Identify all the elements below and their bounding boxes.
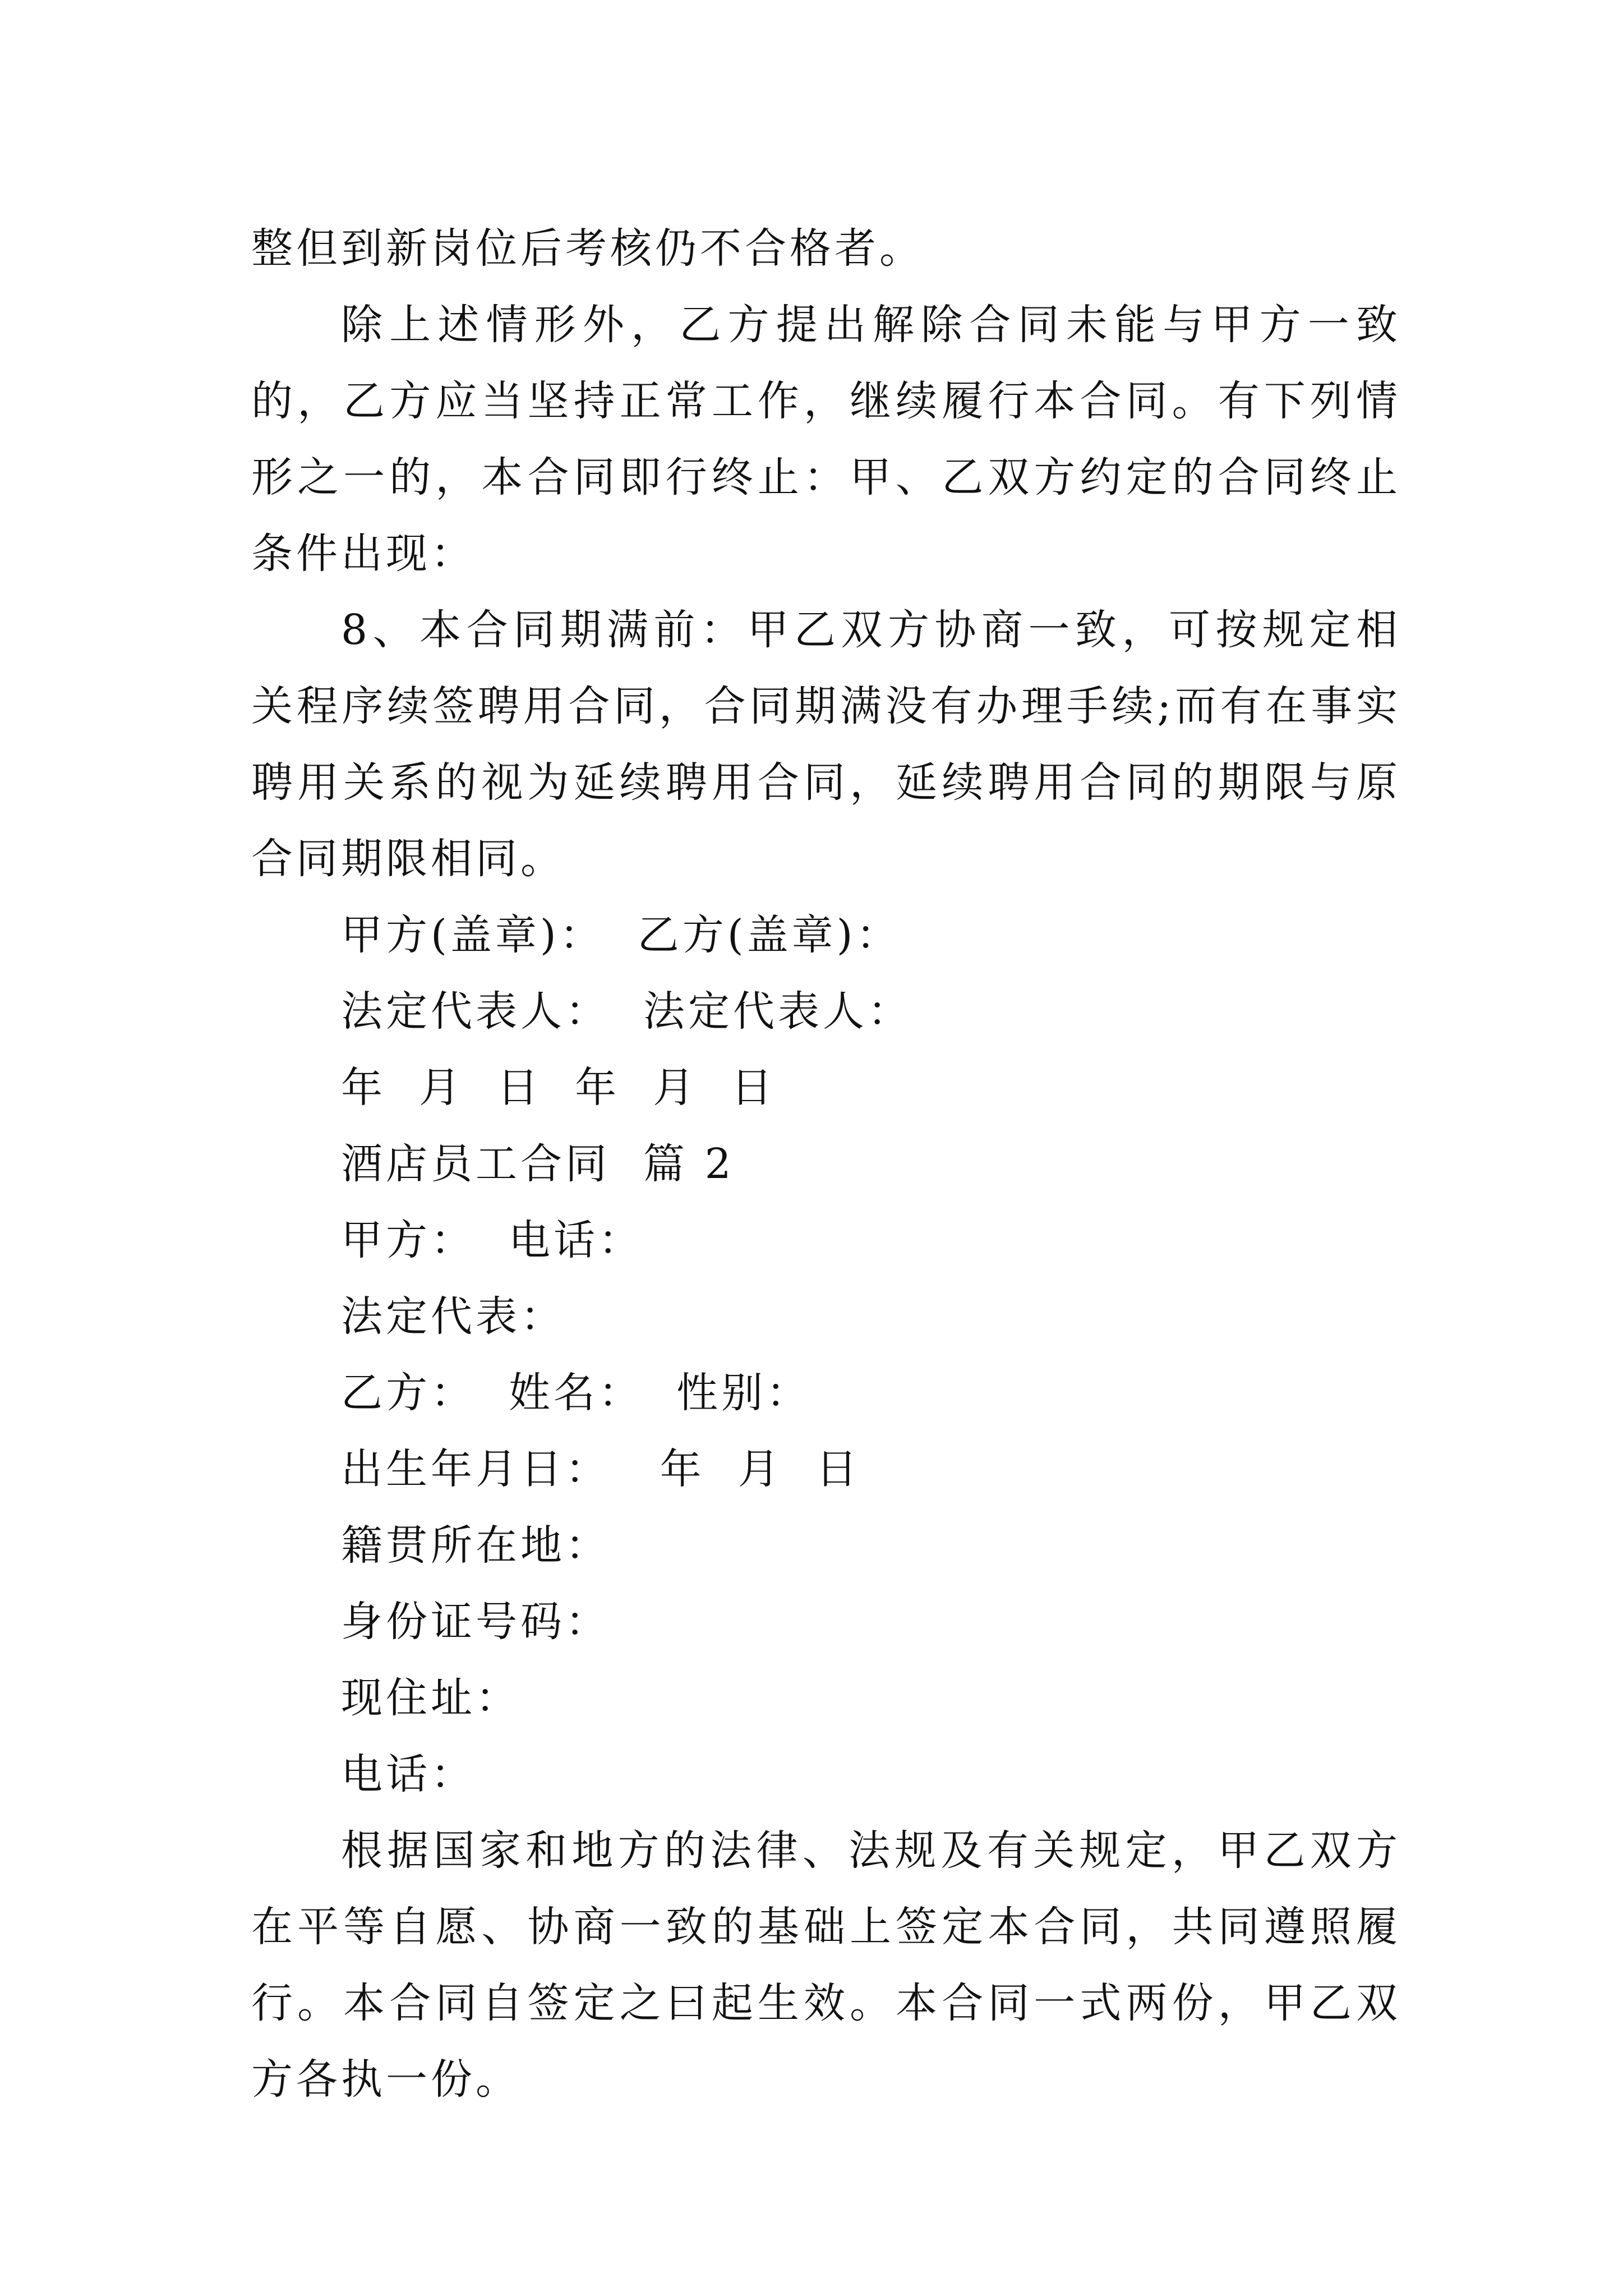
field-party-b: 乙方： 姓名： 性别： [341, 1369, 811, 1417]
field-address: 现住址： [341, 1674, 520, 1722]
section-title: 酒店员工合同 篇 2 [341, 1140, 735, 1188]
field-hometown: 籍贯所在地： [341, 1521, 610, 1570]
field-id-number: 身份证号码： [341, 1598, 610, 1646]
field-birth: 出生年月日： 年 月 日 [341, 1445, 861, 1493]
signature-date-line: 年 月 日 年 月 日 [341, 1064, 776, 1112]
field-party-a: 甲方： 电话： [341, 1216, 644, 1264]
paragraph-termination: 除上述情形外，乙方提出解除合同未能与甲方一致的，乙方应当坚持正常工作，继续履行本合同。有下列情形之一的，本合同即行终止：甲、乙双方约定的合同终止条件出现： [251, 301, 1401, 578]
field-legal-rep: 法定代表： [341, 1292, 565, 1341]
field-phone: 电话： [341, 1750, 476, 1798]
paragraph-closing: 根据国家和地方的法律、法规及有关规定，甲乙双方在平等自愿、协商一致的基础上签定本合同，共同遵照履行。本合同自签定之曰起生效。本合同一式两份，甲乙双方各执一份。 [251, 1826, 1401, 2104]
signature-seal-line: 甲方(盖章)： 乙方(盖章)： [341, 911, 901, 959]
document-body [251, 210, 1401, 2118]
signature-rep-line: 法定代表人： 法定代表人： [341, 987, 913, 1036]
paragraph-continuation: 整但到新岗位后考核仍不合格者。 [251, 224, 924, 273]
paragraph-renewal: 8、本合同期满前：甲乙双方协商一致，可按规定相关程序续签聘用合同，合同期满没有办理手续;而有在事实聘用关系的视为延续聘用合同，延续聘用合同的期限与原合同期限相同。 [251, 606, 1401, 883]
